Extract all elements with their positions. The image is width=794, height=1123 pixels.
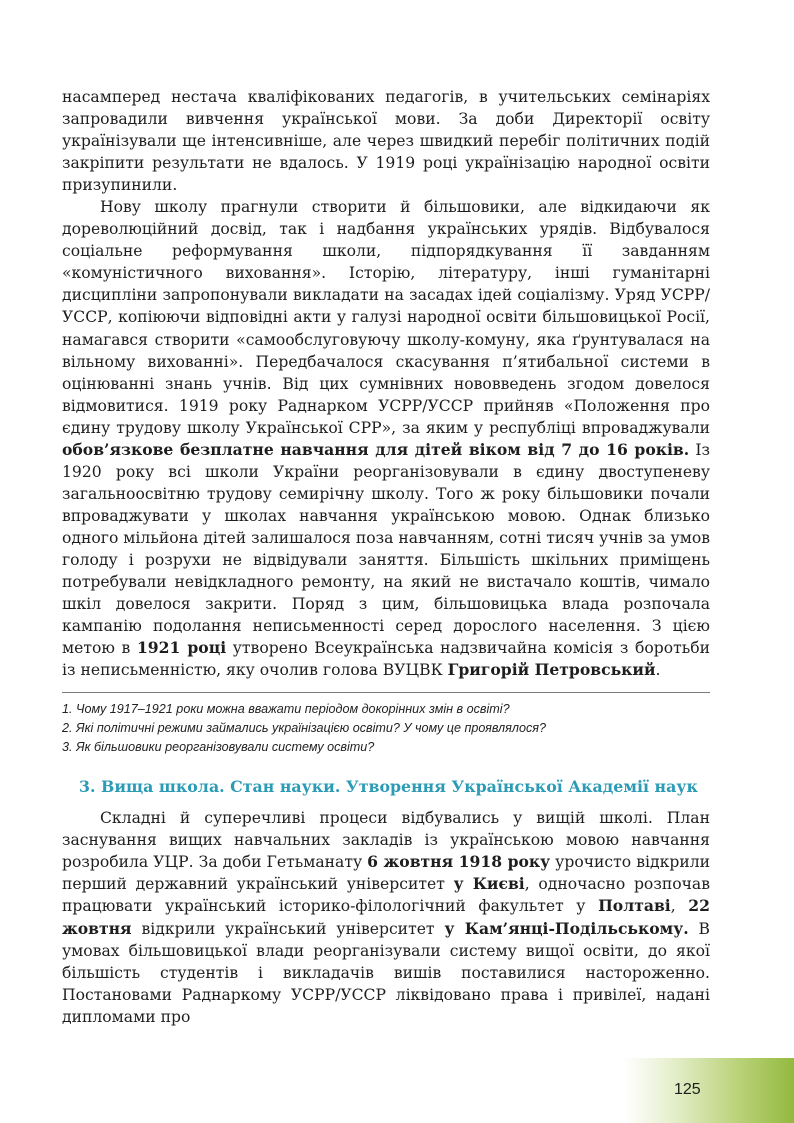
paragraph-2 xyxy=(62,196,710,681)
text-run: насамперед нестача кваліфікованих педагогів, в учительських семінаріях запровадили вивчення української мови. За доби Директорії освіту українізували ще інтенсивніше, але через швидкий перебіг політичних подій закріпити результати не вдалось. У 1919 році українізацію народної освіти призупинили. xyxy=(62,88,710,195)
divider xyxy=(62,692,710,693)
bold-text: обов’язкове безплатне навчання для дітей віком від 7 до 16 років. xyxy=(62,439,690,459)
bold-text: 1921 році xyxy=(136,638,227,658)
text-run: , xyxy=(670,897,689,916)
bold-text: Григорій Петровський xyxy=(447,660,656,680)
text-run: відкрили український університет xyxy=(131,919,445,938)
question-2: 2. Які політичні режими займались українізацією освіти? У чому це проявлялося? xyxy=(62,721,546,736)
question-1: 1. Чому 1917–1921 роки можна вважати періодом докорінних змін в освіті? xyxy=(62,702,510,717)
text-run: Нову школу прагнули створити й більшовики, але відкидаючи як дореволюційний досвід, так і надбання українських урядів. Відбувалося соціальне реформування школи, підпорядкування її завданням «комуністичного виховання». Історію, літературу, інші гуманітарні дисципліни запропонували викладати на засадах ідей соціалізму. Уряд УСРР/УССР, копіюючи відповідні акти у галузі народної освіти більшовицької Росії, намагався створити «самообслуговуючу школу-комуну, яка ґрунтувалася на вільному вихованні». Передбачалося скасування п’ятибальної системи в оцінюванні знань учнів. Від цих сумнівних нововведень згодом довелося відмовитися. 1919 року Раднарком УСРР/УССР прийняв «Положення про єдину трудову школу Української СРР», за яким у республіці впроваджували xyxy=(62,198,710,437)
page-number-tab xyxy=(624,1058,794,1123)
bold-text: у Кам’янці-Подільському. xyxy=(444,918,689,938)
page-number: 125 xyxy=(674,1081,701,1098)
bold-text: 22 жовтня xyxy=(62,896,710,938)
bold-text: Полтаві xyxy=(598,896,671,916)
text-run: В умовах більшовицької влади реорганізували систему вищої освіти, до якої більшість студентів і викладачів вишів поставилися настороженно. Постановами Раднаркому УСРР/УССР ліквідовано права і привілеї, надані дипломами про xyxy=(62,919,710,1026)
bold-text: 6 жовтня 1918 року xyxy=(367,852,551,872)
text-run: урочисто відкрили перший державний український університет xyxy=(62,853,711,894)
bold-text: у Києві xyxy=(453,874,525,894)
question-3: 3. Як більшовики реорганізовували систему освіти? xyxy=(62,740,375,755)
text-run: утворено Всеукраїнська надзвичайна комісія з боротьби із неписьменністю, яку очолив голова ВУЦВК xyxy=(62,639,710,680)
section-paragraph xyxy=(62,807,710,1027)
paragraph-1 xyxy=(62,86,710,196)
text-run: . xyxy=(655,661,661,680)
page-content xyxy=(62,86,710,1028)
text-run: , одночасно розпочав працювати український історико-філологічний факультет у xyxy=(62,875,710,916)
body-text xyxy=(62,86,710,681)
section-heading: 3. Вища школа. Стан науки. Утворення Української Академії наук xyxy=(79,777,698,797)
review-questions xyxy=(62,700,710,757)
text-run: Із 1920 року всі школи України реорганізовували в єдину двоступеневу загальноосвітню трудову семирічну школу. Того ж року більшовики почали впроваджувати у школах навчання українською мовою. Однак близько одного мільйона дітей залишалося поза навчанням, сотні тисяч учнів за умов голоду і розрухи не відвідували заняття. Більшість шкільних приміщень потребували невідкладного ремонту, на який не вистачало коштів, чимало шкіл довелося закрити. Поряд з цим, більшовицька влада розпочала кампанію подолання неписьменності серед дорослого населення. З цією метою в xyxy=(62,440,710,658)
text-run: Складні й суперечливі процеси відбувались у вищій школі. План заснування вищих навчальних закладів із українською мовою навчання розробила УЦР. За доби Гетьманату xyxy=(62,809,710,872)
section-text xyxy=(62,807,710,1027)
